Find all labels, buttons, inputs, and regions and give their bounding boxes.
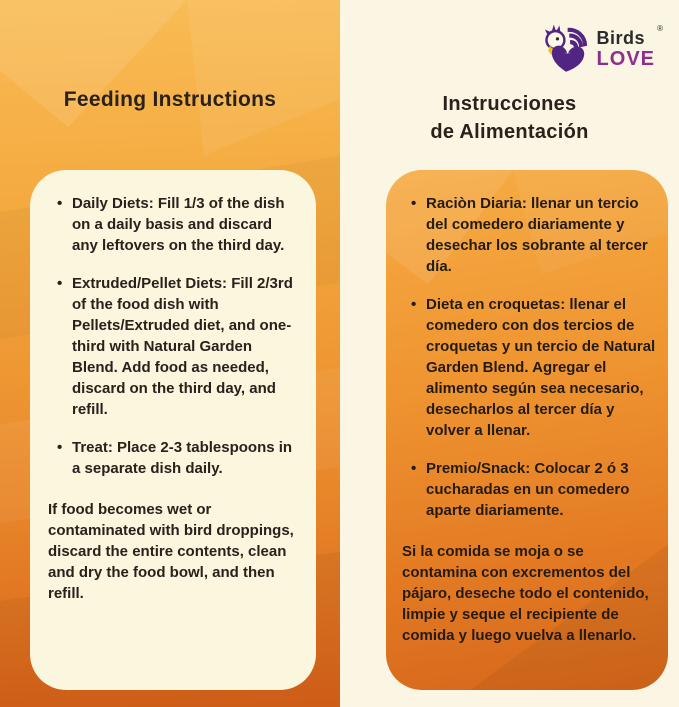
logo-text-love: LOVE [596, 48, 655, 70]
spanish-title-line1: Instrucciones [442, 93, 577, 115]
logo-text-birds: Birds [596, 28, 646, 48]
bullet-icon: • [57, 439, 63, 456]
bullet-text: Daily Diets: Fill 1/3 of the dish on a daily basis and discard any leftovers on the third day. [72, 195, 285, 254]
spanish-title [340, 90, 679, 146]
bullet-text: Raciòn Diaria: llenar un tercio del comedero diariamente y desechar los sobrante al tercer día. [426, 195, 648, 275]
list-item [411, 294, 656, 441]
bullet-text: Premio/Snack: Colocar 2 ó 3 cucharadas en un comedero aparte diariamente. [426, 460, 630, 519]
spanish-card-content [402, 193, 656, 646]
list-item [57, 193, 300, 256]
bullet-text: Extruded/Pellet Diets: Fill 2/3rd of the food dish with Pellets/Extruded diet, and one-third with Natural Garden Blend. Add food as needed, discard on the third day, and refill. [72, 275, 293, 418]
bullet-icon: • [57, 195, 63, 212]
list-item [411, 193, 656, 277]
birds-love-logo [540, 22, 663, 76]
bullet-icon: • [411, 296, 417, 313]
logo-wordmark [596, 24, 663, 70]
list-item [57, 273, 300, 420]
english-title: Feeding Instructions [63, 88, 277, 111]
english-bullet-list [48, 193, 300, 479]
english-footer-note: If food becomes wet or contaminated with bird droppings, discard the entire contents, clean and dry the food bowl, and then refill. [48, 501, 294, 602]
bullet-text: Treat: Place 2-3 tablespoons in a separate dish daily. [72, 439, 293, 477]
bullet-icon: • [411, 195, 417, 212]
spanish-instructions-card [386, 170, 668, 690]
birds-love-bird-icon [540, 22, 592, 76]
spanish-title-line2: de Alimentación [430, 121, 589, 143]
spanish-bullet-list [402, 193, 656, 521]
spanish-footer-note: Si la comida se moja o se contamina con excrementos del pájaro, deseche todo el contenido, limpie y seque el recipiente de comida y luego vuelva a llenarlo. [402, 543, 649, 644]
bullet-text: Dieta en croquetas: llenar el comedero con dos tercios de croquetas y un tercio de Natural Garden Blend. Agregar el alimento según sea necesario, desecharlos al tercer día y volver a llenar. [426, 296, 656, 439]
bullet-icon: • [411, 460, 417, 477]
bullet-icon: • [57, 275, 63, 292]
list-item [411, 458, 656, 521]
english-instructions-card [30, 170, 316, 690]
registered-mark: ® [657, 24, 663, 33]
list-item [57, 437, 300, 479]
